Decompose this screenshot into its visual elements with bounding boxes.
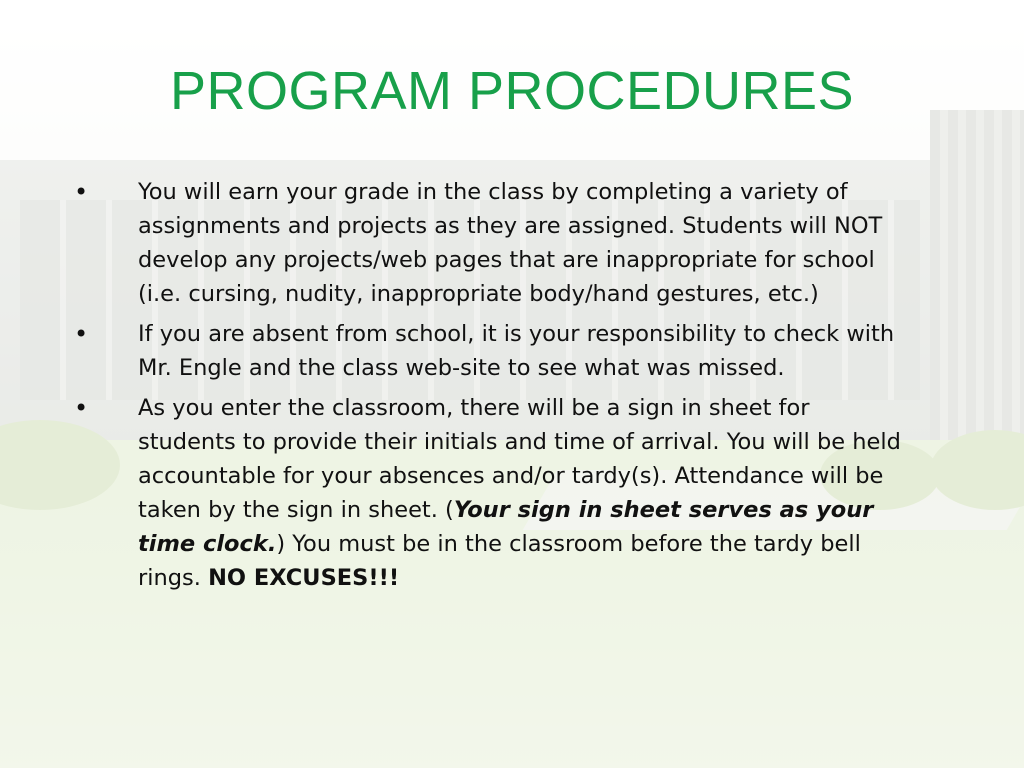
bullet-emphasis: Your sign in sheet serves as your time clock. <box>138 497 874 557</box>
bullet-text: If you are absent from school, it is your responsibility to check with Mr. Engle and the class web-site to see what was missed. <box>138 321 895 381</box>
slide-title: PROGRAM PROCEDURES <box>169 61 855 121</box>
bullet-item <box>70 391 910 595</box>
bullet-list <box>70 175 910 601</box>
bullet-item <box>70 175 910 311</box>
bullet-text: You will earn your grade in the class by completing a variety of assignments and projects as they are assigned. Students will NOT develop any projects/web pages that are inappropriate for school (i.e. cursing, nudity, inappropriate body/hand gestures, etc.) <box>138 179 883 307</box>
bullet-dot-icon: • <box>74 320 89 348</box>
bullet-dot-icon: • <box>74 394 89 422</box>
bullet-item <box>70 317 910 385</box>
bullet-text-part2: ) You must be in the classroom before the tardy bell rings. <box>138 531 861 591</box>
bullet-text-part1: As you enter the classroom, there will be a sign in sheet for students to provide their initials and time of arrival. You will be held accountable for your absences and/or tardy(s). Attendance will be taken by the sign in sheet. ( <box>138 395 901 523</box>
bullet-closing: NO EXCUSES!!! <box>208 565 400 591</box>
bullet-dot-icon: • <box>74 178 89 206</box>
